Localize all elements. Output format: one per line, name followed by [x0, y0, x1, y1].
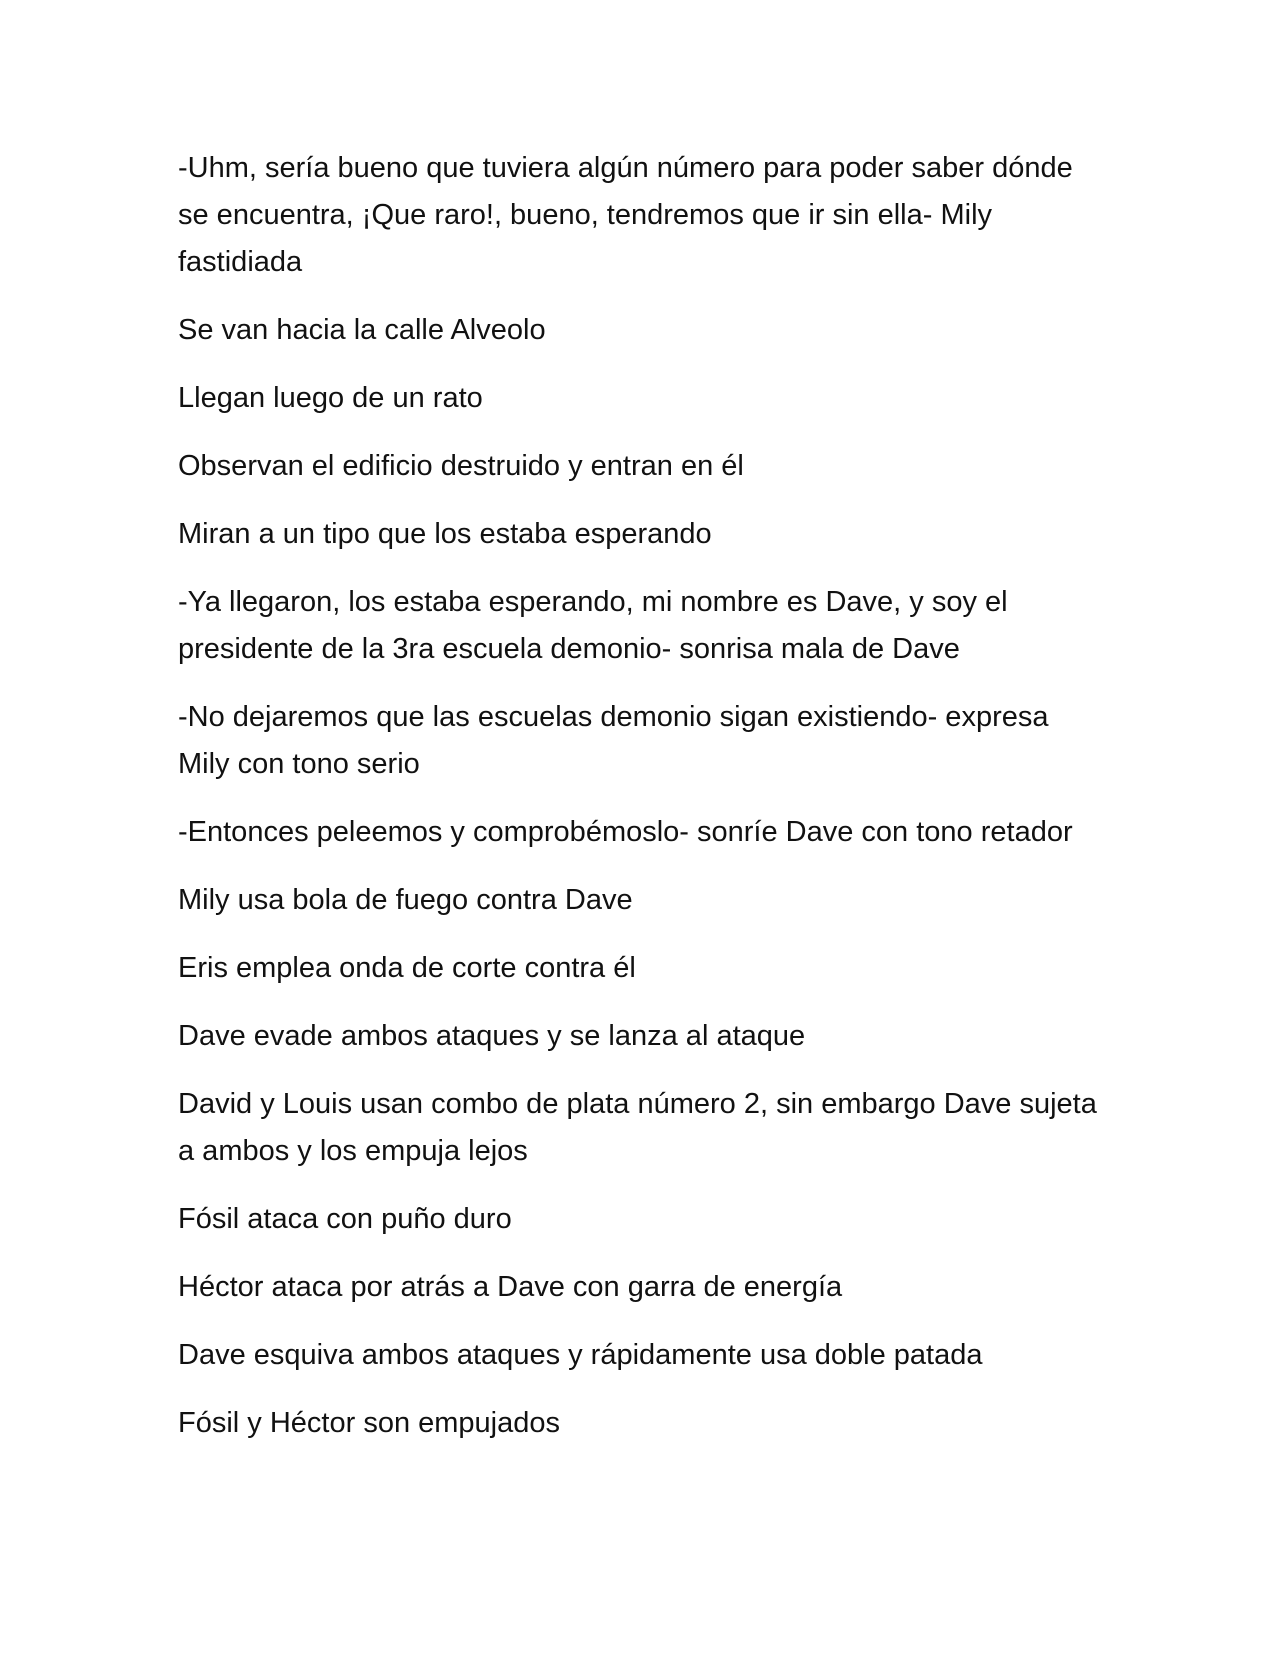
paragraph: Miran a un tipo que los estaba esperando	[178, 518, 712, 550]
paragraph: Mily usa bola de fuego contra Dave	[178, 884, 633, 916]
paragraph: David y Louis usan combo de plata número 2, sin embargo Dave sujeta a ambos y los empuja lejos	[178, 1088, 1097, 1167]
paragraph: Llegan luego de un rato	[178, 382, 483, 414]
paragraph: Héctor ataca por atrás a Dave con garra de energía	[178, 1271, 843, 1303]
document-body	[178, 145, 1098, 1468]
paragraph: Fósil ataca con puño duro	[178, 1203, 512, 1235]
paragraph: -No dejaremos que las escuelas demonio sigan existiendo- expresa Mily con tono serio	[178, 701, 1049, 780]
paragraph: Fósil y Héctor son empujados	[178, 1407, 560, 1439]
paragraph: Dave esquiva ambos ataques y rápidamente usa doble patada	[178, 1339, 983, 1371]
paragraph: -Entonces peleemos y comprobémoslo- sonríe Dave con tono retador	[178, 816, 1073, 848]
paragraph: -Ya llegaron, los estaba esperando, mi nombre es Dave, y soy el presidente de la 3ra escuela demonio- sonrisa mala de Dave	[178, 586, 1008, 665]
paragraph: Se van hacia la calle Alveolo	[178, 314, 546, 346]
paragraph: Observan el edificio destruido y entran en él	[178, 450, 744, 482]
paragraph: Eris emplea onda de corte contra él	[178, 952, 636, 984]
paragraph: Dave evade ambos ataques y se lanza al ataque	[178, 1020, 806, 1052]
paragraph: -Uhm, sería bueno que tuviera algún número para poder saber dónde se encuentra, ¡Que raro!, bueno, tendremos que ir sin ella- Mily fastidiada	[178, 152, 1073, 278]
